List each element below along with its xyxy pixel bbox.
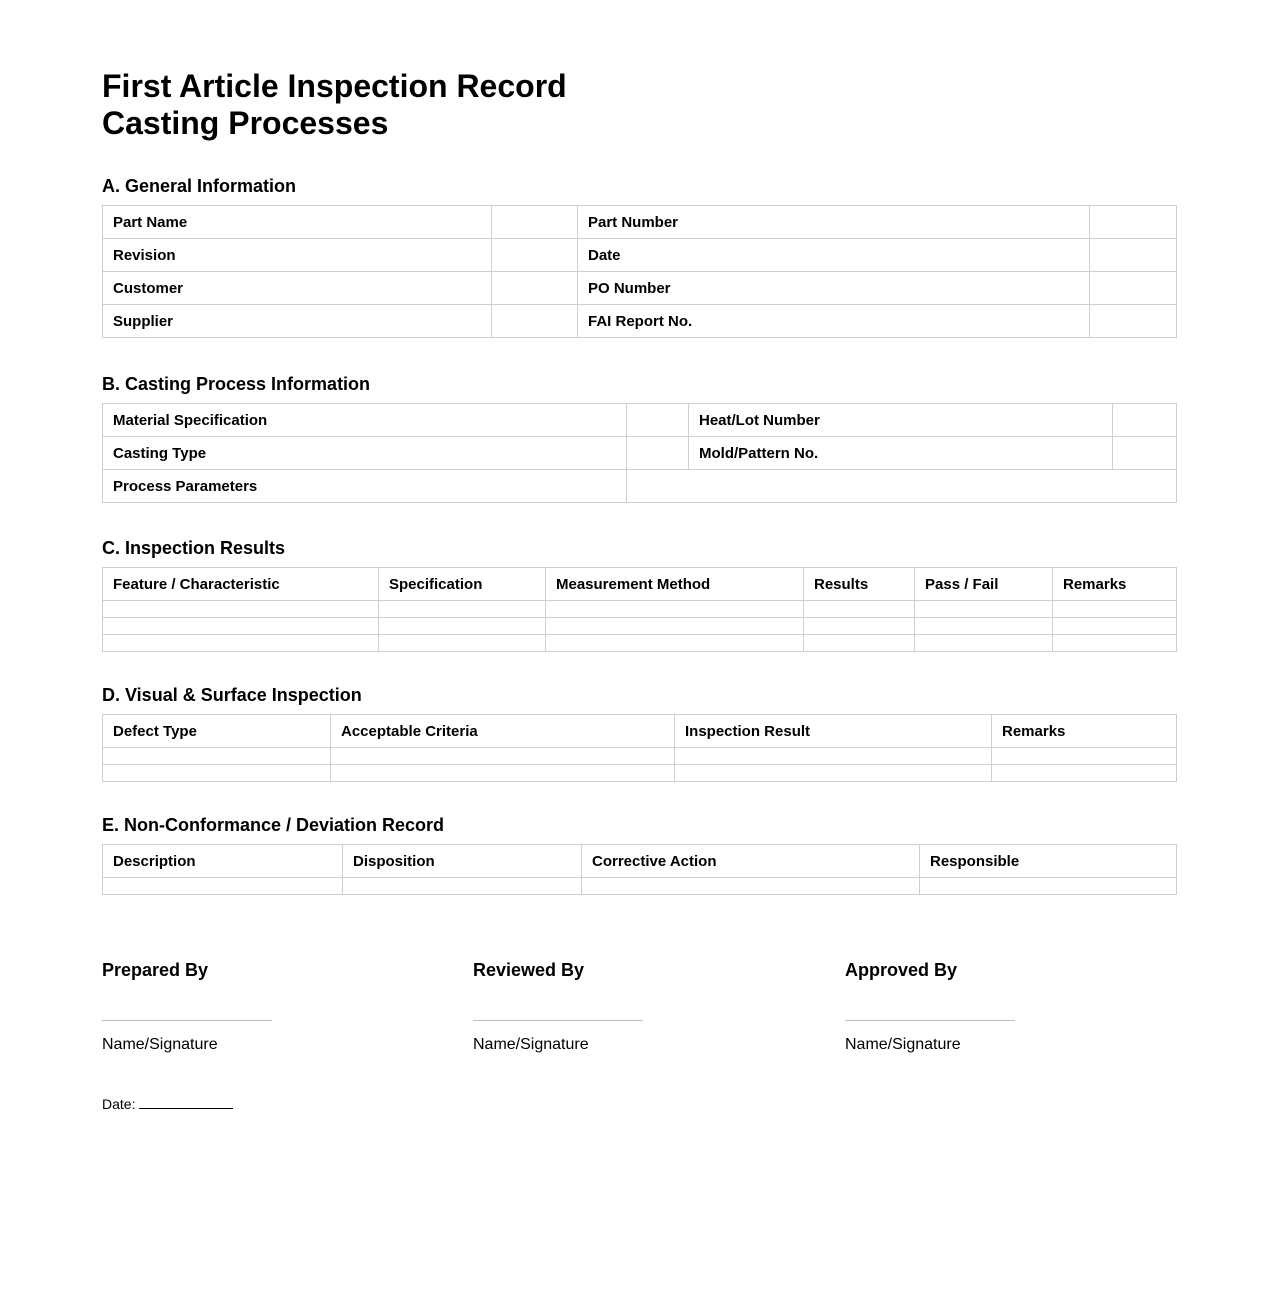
column-header: Feature / Characteristic: [103, 568, 379, 601]
table-cell[interactable]: [103, 618, 379, 635]
table-cell[interactable]: [992, 765, 1177, 782]
table-row: [103, 878, 1177, 895]
material-spec-field[interactable]: [627, 404, 689, 437]
prepared-by-block: [102, 960, 402, 1053]
table-row: [103, 404, 1177, 437]
table-header-row: [103, 715, 1177, 748]
document-title: [102, 68, 1176, 142]
table-cell[interactable]: [915, 601, 1053, 618]
date-field[interactable]: [1090, 239, 1177, 272]
casting-process-table: [102, 403, 1177, 503]
column-header: Remarks: [992, 715, 1177, 748]
section-d-heading: D. Visual & Surface Inspection: [102, 685, 362, 705]
fai-document: [102, 68, 1176, 1112]
process-parameters-label: Process Parameters: [103, 470, 627, 503]
table-cell[interactable]: [915, 635, 1053, 652]
fai-report-label: FAI Report No.: [578, 305, 1090, 338]
table-row: [103, 305, 1177, 338]
table-cell[interactable]: [546, 618, 804, 635]
table-cell[interactable]: [1053, 601, 1177, 618]
table-cell[interactable]: [103, 635, 379, 652]
section-e-heading: E. Non-Conformance / Deviation Record: [102, 815, 445, 835]
signature-block: [102, 960, 1176, 1080]
general-information-table: [102, 205, 1177, 338]
casting-type-label: Casting Type: [103, 437, 627, 470]
table-row: [103, 437, 1177, 470]
part-number-label: Part Number: [578, 206, 1090, 239]
casting-type-field[interactable]: [627, 437, 689, 470]
table-cell[interactable]: [546, 635, 804, 652]
table-cell[interactable]: [804, 618, 915, 635]
part-name-field[interactable]: [492, 206, 578, 239]
reviewed-by-signature-line[interactable]: [473, 1020, 643, 1021]
section-a-heading: A. General Information: [102, 176, 297, 196]
column-header: Responsible: [920, 845, 1177, 878]
prepared-by-name-label: Name/Signature: [102, 1036, 218, 1053]
po-number-field[interactable]: [1090, 272, 1177, 305]
table-cell[interactable]: [103, 748, 331, 765]
mold-pattern-label: Mold/Pattern No.: [689, 437, 1113, 470]
table-row: [103, 601, 1177, 618]
table-header-row: [103, 845, 1177, 878]
revision-field[interactable]: [492, 239, 578, 272]
table-cell[interactable]: [343, 878, 582, 895]
column-header: Defect Type: [103, 715, 331, 748]
prepared-by-title: Prepared By: [102, 960, 209, 980]
approved-by-title: Approved By: [845, 960, 958, 980]
table-cell[interactable]: [915, 618, 1053, 635]
table-cell[interactable]: [331, 765, 675, 782]
table-row: [103, 470, 1177, 503]
supplier-field[interactable]: [492, 305, 578, 338]
supplier-label: Supplier: [103, 305, 492, 338]
mold-pattern-field[interactable]: [1113, 437, 1177, 470]
fai-report-field[interactable]: [1090, 305, 1177, 338]
column-header: Inspection Result: [675, 715, 992, 748]
reviewed-by-title: Reviewed By: [473, 960, 585, 980]
inspection-results-table: [102, 567, 1177, 652]
table-cell[interactable]: [992, 748, 1177, 765]
table-cell[interactable]: [804, 635, 915, 652]
table-cell[interactable]: [582, 878, 920, 895]
date-row: [102, 1096, 233, 1112]
table-cell[interactable]: [331, 748, 675, 765]
section-c-heading: C. Inspection Results: [102, 538, 286, 558]
table-cell[interactable]: [675, 748, 992, 765]
table-row: [103, 239, 1177, 272]
table-header-row: [103, 568, 1177, 601]
column-header: Description: [103, 845, 343, 878]
material-spec-label: Material Specification: [103, 404, 627, 437]
heat-lot-field[interactable]: [1113, 404, 1177, 437]
table-cell[interactable]: [103, 765, 331, 782]
column-header: Disposition: [343, 845, 582, 878]
visual-inspection-table: [102, 714, 1177, 782]
date-label: Date: [578, 239, 1090, 272]
column-header: Pass / Fail: [915, 568, 1053, 601]
title-line-2: Casting Processes: [102, 105, 389, 141]
process-parameters-field[interactable]: [627, 470, 1177, 503]
table-cell[interactable]: [546, 601, 804, 618]
heat-lot-label: Heat/Lot Number: [689, 404, 1113, 437]
table-row: [103, 618, 1177, 635]
column-header: Measurement Method: [546, 568, 804, 601]
column-header: Acceptable Criteria: [331, 715, 675, 748]
table-row: [103, 206, 1177, 239]
customer-field[interactable]: [492, 272, 578, 305]
revision-label: Revision: [103, 239, 492, 272]
po-number-label: PO Number: [578, 272, 1090, 305]
reviewed-by-block: [473, 960, 773, 1053]
non-conformance-table: [102, 844, 1177, 895]
table-row: [103, 765, 1177, 782]
table-cell[interactable]: [920, 878, 1177, 895]
part-number-field[interactable]: [1090, 206, 1177, 239]
table-cell[interactable]: [379, 601, 546, 618]
table-cell[interactable]: [1053, 618, 1177, 635]
approved-by-signature-line[interactable]: [845, 1020, 1015, 1021]
date-blank-line[interactable]: [139, 1096, 233, 1109]
table-cell[interactable]: [675, 765, 992, 782]
title-line-1: First Article Inspection Record: [102, 68, 567, 104]
customer-label: Customer: [103, 272, 492, 305]
table-cell[interactable]: [1053, 635, 1177, 652]
date-label: Date:: [102, 1096, 136, 1112]
section-b-heading: B. Casting Process Information: [102, 374, 371, 394]
part-name-label: Part Name: [103, 206, 492, 239]
table-row: [103, 748, 1177, 765]
column-header: Corrective Action: [582, 845, 920, 878]
approved-by-block: [845, 960, 1145, 1053]
prepared-by-signature-line[interactable]: [102, 1020, 272, 1021]
table-row: [103, 272, 1177, 305]
table-cell[interactable]: [379, 635, 546, 652]
table-cell[interactable]: [379, 618, 546, 635]
column-header: Specification: [379, 568, 546, 601]
column-header: Results: [804, 568, 915, 601]
reviewed-by-name-label: Name/Signature: [473, 1036, 589, 1053]
column-header: Remarks: [1053, 568, 1177, 601]
table-row: [103, 635, 1177, 652]
table-cell[interactable]: [103, 601, 379, 618]
approved-by-name-label: Name/Signature: [845, 1036, 961, 1053]
table-cell[interactable]: [804, 601, 915, 618]
table-cell[interactable]: [103, 878, 343, 895]
